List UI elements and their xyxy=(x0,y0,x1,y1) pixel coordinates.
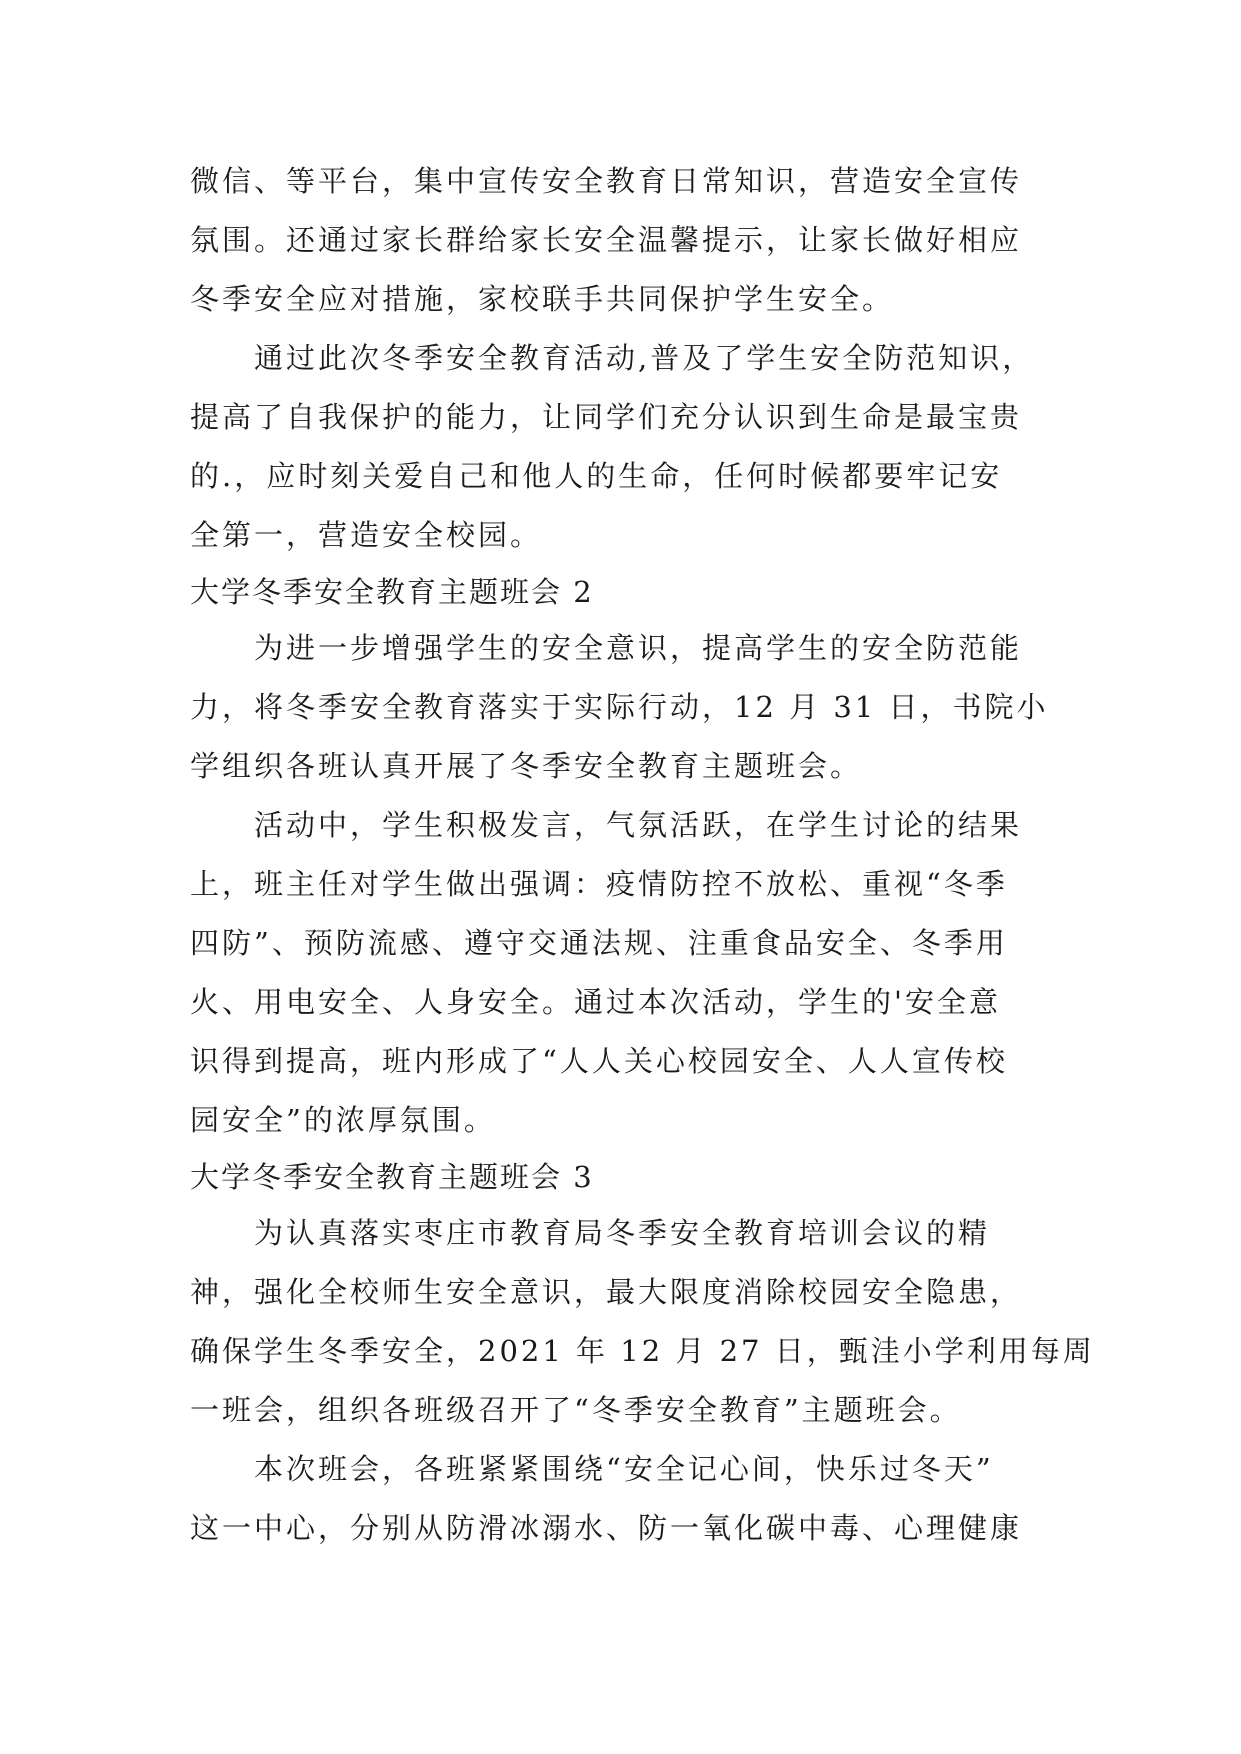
text-line: 的.，应时刻关爱自己和他人的生命，任何时候都要牢记安 xyxy=(190,459,1003,493)
paragraph-first-line: 活动中，学生积极发言，气氛活跃，在学生讨论的结果 xyxy=(254,808,1023,842)
text-line: 全第一，营造安全校园。 xyxy=(190,518,543,552)
section-heading: 大学冬季安全教育主题班会 3 xyxy=(190,1160,594,1194)
text-line: 识得到提高，班内形成了“人人关心校园安全、人人宣传校 xyxy=(190,1044,1008,1078)
text-line: 这一中心，分别从防滑冰溺水、防一氧化碳中毒、心理健康 xyxy=(190,1511,1023,1545)
text-line: 冬季安全应对措施，家校联手共同保护学生安全。 xyxy=(190,282,895,316)
text-line: 力，将冬季安全教育落实于实际行动，12 月 31 日，书院小 xyxy=(190,690,1049,724)
text-line: 四防”、预防流感、遵守交通法规、注重食品安全、冬季用 xyxy=(190,926,1008,960)
text-line: 火、用电安全、人身安全。通过本次活动，学生的'安全意 xyxy=(190,985,1001,1019)
text-line: 确保学生冬季安全，2021 年 12 月 27 日，甄洼小学利用每周 xyxy=(190,1334,1095,1368)
text-line: 氛围。还通过家长群给家长安全温馨提示，让家长做好相应 xyxy=(190,223,1023,257)
paragraph-first-line: 为认真落实枣庄市教育局冬季安全教育培训会议的精 xyxy=(254,1216,991,1250)
paragraph-first-line: 通过此次冬季安全教育活动,普及了学生安全防范知识， xyxy=(254,341,1035,375)
text-line: 上，班主任对学生做出强调：疫情防控不放松、重视“冬季 xyxy=(190,867,1008,901)
document-body xyxy=(190,152,1095,1558)
text-line: 提高了自我保护的能力，让同学们充分认识到生命是最宝贵 xyxy=(190,400,1023,434)
paragraph-first-line: 为进一步增强学生的安全意识，提高学生的安全防范能 xyxy=(254,631,1023,665)
paragraph-first-line: 本次班会，各班紧紧围绕“安全记心间，快乐过冬天” xyxy=(254,1452,994,1486)
section-heading: 大学冬季安全教育主题班会 2 xyxy=(190,575,594,609)
text-line: 微信、等平台，集中宣传安全教育日常知识，营造安全宣传 xyxy=(190,164,1023,198)
text-line: 一班会，组织各班级召开了“冬季安全教育”主题班会。 xyxy=(190,1393,962,1427)
text-line: 学组织各班认真开展了冬季安全教育主题班会。 xyxy=(190,749,863,783)
text-line: 园安全”的浓厚氛围。 xyxy=(190,1103,496,1137)
text-line: 神，强化全校师生安全意识，最大限度消除校园安全隐患， xyxy=(190,1275,1023,1309)
